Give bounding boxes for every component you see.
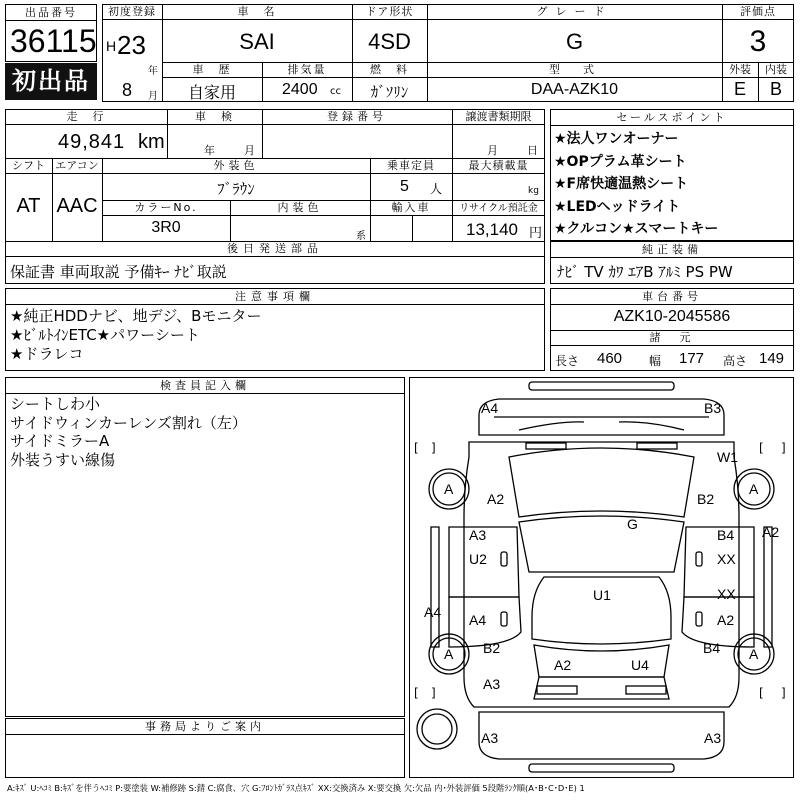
notes-box (5, 288, 545, 371)
mark-a2-right-side: A2 (762, 524, 780, 540)
model: DAA-AZK10 (530, 81, 619, 98)
chassis-number: AZK10-2045586 (613, 308, 731, 325)
grade-label: グレード (536, 5, 613, 18)
transfer-month: 月 (487, 144, 498, 157)
month-unit: 月 (148, 91, 158, 102)
mark-xx-door-fr: XX (717, 551, 736, 567)
inspector-note-line: サイドウィンカーレンズ割れ（左） (10, 413, 247, 432)
recycle-unit: 円 (529, 226, 543, 241)
mark-u4-trunk: U4 (631, 657, 649, 673)
inspector-note-line: シートしわ小 (10, 395, 101, 413)
mark-a3-bumper-left: A3 (481, 730, 499, 746)
inspector-note-line: サイドミラーA (10, 432, 110, 450)
history: 自家用 (187, 83, 236, 102)
mark-a2-door-rr: A2 (717, 612, 735, 628)
inspector-notes (10, 395, 247, 469)
office-box (5, 718, 405, 778)
transfer-label: 譲渡書類期限 (465, 110, 532, 123)
import-label: 輸入車 (391, 201, 431, 214)
color-no-label: カラーNo. (134, 201, 198, 214)
year-unit: 年 (148, 66, 158, 77)
recycle-label: リサイクル預託金 (459, 203, 538, 214)
length: 460 (597, 350, 623, 367)
model-label: 型 式 (549, 63, 600, 76)
capacity: 5 (400, 178, 409, 195)
selling-point-item: ★法人ワンオーナー (554, 131, 679, 147)
selling-points-label: セールスポイント (616, 111, 728, 124)
mark-u2-door-fl: U2 (469, 551, 487, 567)
mileage-unit: km (138, 131, 165, 153)
int-color-label: 内装色 (277, 201, 323, 214)
mileage: 49,841 (58, 131, 126, 153)
fuel-label: 燃 料 (370, 63, 409, 76)
first-reg-label: 初度登録 (108, 5, 156, 18)
inspection-year-unit: 年 (204, 144, 215, 157)
later-parts: 保証書 車両取説 予備ｷｰ ﾅﾋﾞ取説 (10, 263, 227, 281)
legend: A:ｷｽﾞ U:ﾍｺﾐ B:ｷｽﾞを伴うﾍｺﾐ P:要塗装 W:補修跡 S:錆 C:腐食、穴 G:ﾌﾛﾝﾄｶﾞﾗｽ点ｷｽﾞ XX:交換済み X:要交換 欠:欠品 内･外装評価 5段階ﾗﾝｸ順(A･B･C･D･E) 1 (7, 783, 585, 793)
exterior-score: E (733, 79, 746, 99)
ext-color: ﾌﾞﾗｳﾝ (217, 180, 255, 198)
grade: G (565, 29, 584, 54)
inspector-note-line: 外装うすい線傷 (10, 450, 116, 469)
office-label: 事務局よりご案内 (145, 720, 265, 733)
mark-a4-side-left: A4 (424, 604, 442, 620)
note-line: ★ﾋﾞﾙﾄｲﾝETC★パワーシート (10, 326, 200, 344)
mileage-label: 走 行 (66, 110, 106, 123)
displacement-label: 排気量 (287, 63, 327, 76)
svg-text:[: [ (414, 686, 419, 700)
mark-a4-front-left: A4 (481, 400, 499, 416)
width-label: 幅 (649, 354, 662, 368)
aircon: AAC (56, 195, 98, 217)
mark-a3-bumper-right: A3 (704, 730, 722, 746)
era: H (106, 38, 117, 54)
score: 3 (749, 25, 767, 58)
door-label: ドア形状 (365, 5, 414, 18)
lot-number-label: 出品番号 (25, 6, 77, 19)
height: 149 (759, 350, 785, 367)
selling-points-list (554, 128, 718, 241)
mark-b3-front-right: B3 (704, 400, 722, 416)
height-label: 高さ (723, 354, 748, 368)
color-no: 3R0 (151, 219, 181, 236)
displacement-unit: cc (330, 86, 341, 97)
chassis-box (550, 288, 794, 371)
first-reg-month: 8 (122, 80, 133, 100)
mark-wheel-fr: A (749, 481, 759, 497)
interior-score: B (769, 79, 782, 99)
width: 177 (679, 350, 705, 367)
dims-label: 諸 元 (649, 331, 695, 344)
note-line: ★ドラレコ (10, 345, 84, 363)
capacity-label: 乗車定員 (387, 159, 435, 172)
car-diagram (409, 377, 794, 778)
mark-b4-quarter-right: B4 (703, 640, 721, 656)
mark-a4-door-rl: A4 (469, 612, 487, 628)
svg-text:[: [ (759, 441, 764, 455)
selling-point-item: ★F席快適温熱シート (554, 176, 689, 192)
car-name-label: 車 名 (237, 5, 277, 18)
displacement: 2400 (282, 81, 318, 98)
mark-u1-roof: U1 (593, 587, 611, 603)
note-line: ★純正HDDナビ、地デジ、Bモニター (10, 307, 262, 325)
mark-wheel-rr: A (749, 646, 759, 662)
plate-label: 登録番号 (327, 110, 387, 123)
mark-wheel-fl: A (444, 481, 454, 497)
notes-list (10, 307, 261, 364)
int-color-unit: 系 (356, 231, 366, 242)
mark-a2-rear-glass: A2 (554, 657, 572, 673)
equipment: ﾅﾋﾞ TV ｶﾜ ｴｱB ｱﾙﾐ PS PW (557, 263, 733, 281)
selling-point-item: ★OPプラム革シート (554, 153, 687, 170)
mark-a2-fender-left: A2 (487, 491, 505, 507)
selling-points-box (550, 109, 794, 241)
svg-text:]: ] (781, 441, 786, 455)
svg-text:]: ] (431, 686, 436, 700)
equipment-box (550, 241, 794, 284)
exterior-label: 外装 (729, 63, 751, 76)
mark-g-windshield: G (627, 516, 638, 532)
mark-wheel-rl: A (444, 646, 454, 662)
notes-label: 注意事項欄 (235, 290, 315, 303)
svg-text:]: ] (431, 441, 436, 455)
inspector-box (5, 377, 405, 717)
length-label: 長さ (555, 354, 580, 368)
interior-label: 内装 (765, 63, 787, 76)
mark-a3-rear-left: A3 (483, 676, 501, 692)
car-name: SAI (239, 29, 275, 54)
transfer-day: 日 (527, 144, 538, 157)
mark-w1: W1 (717, 449, 738, 465)
first-listing-badge: 初出品 (5, 63, 97, 100)
ext-color-label: 外装色 (213, 159, 259, 172)
equipment-label: 純正装備 (642, 243, 702, 256)
mark-b2-fender-right: B2 (697, 491, 715, 507)
score-label: 評価点 (740, 5, 776, 18)
fuel: ｶﾞｿﾘﾝ (370, 83, 409, 101)
inspection-label: 車 検 (195, 110, 234, 123)
history-label: 車 歴 (192, 63, 232, 76)
later-parts-label: 後日発送部品 (227, 242, 323, 255)
lot-number: 36115 (10, 23, 97, 59)
mark-b4-door-fr: B4 (717, 527, 735, 543)
inspector-label: 検査員記入欄 (160, 379, 250, 392)
max-load-unit: kg (528, 186, 539, 196)
capacity-unit: 人 (430, 182, 443, 196)
aircon-label: エアコン (55, 159, 99, 172)
svg-text:[: [ (414, 441, 419, 455)
recycle-fee: 13,140 (466, 220, 518, 239)
first-reg-year: 23 (117, 30, 146, 60)
selling-point-item: ★クルコン★スマートキー (554, 221, 719, 237)
svg-text:[: [ (759, 686, 764, 700)
mark-b2-quarter-left: B2 (483, 640, 501, 656)
svg-text:]: ] (781, 686, 786, 700)
selling-point-item: ★LEDヘッドライト (554, 198, 681, 215)
lot-number-cell (5, 4, 97, 62)
shift: AT (16, 195, 41, 217)
max-load-label: 最大積載量 (468, 159, 529, 172)
chassis-label: 車台番号 (642, 290, 702, 303)
mark-xx-door-rr: XX (717, 586, 736, 602)
shift-label: シフト (12, 159, 45, 172)
inspection-month-unit: 月 (244, 144, 255, 157)
door-type: 4SD (368, 29, 411, 54)
mark-a3-door-fl: A3 (469, 527, 487, 543)
